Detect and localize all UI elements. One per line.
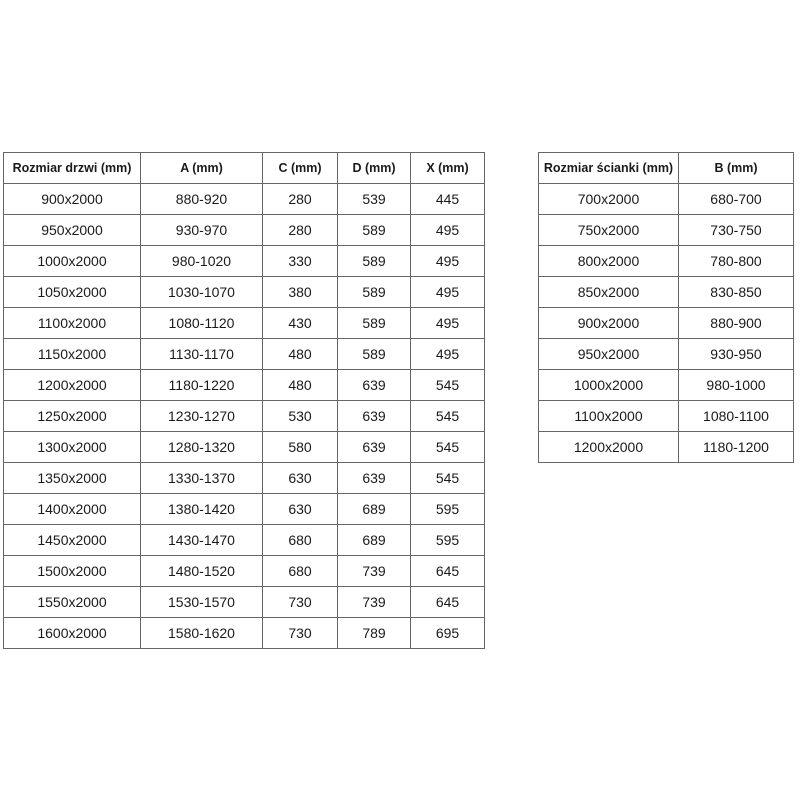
table-cell: 900x2000 xyxy=(539,308,679,339)
door-sizes-header-row xyxy=(4,153,485,184)
table-row xyxy=(539,215,794,246)
table-cell: 730 xyxy=(263,587,338,618)
table-row xyxy=(4,556,485,587)
table-cell: 1250x2000 xyxy=(4,401,141,432)
table-cell: 780-800 xyxy=(679,246,794,277)
table-cell: 930-970 xyxy=(141,215,263,246)
table-cell: 480 xyxy=(263,339,338,370)
table-cell: 1530-1570 xyxy=(141,587,263,618)
table-row xyxy=(539,339,794,370)
table-cell: 589 xyxy=(338,277,411,308)
table-cell: 645 xyxy=(411,556,485,587)
table-cell: 495 xyxy=(411,308,485,339)
table-cell: 495 xyxy=(411,215,485,246)
table-cell: 589 xyxy=(338,215,411,246)
table-cell: 680 xyxy=(263,525,338,556)
table-cell: 595 xyxy=(411,525,485,556)
table-row xyxy=(4,494,485,525)
table-cell: 980-1020 xyxy=(141,246,263,277)
column-header: Rozmiar drzwi (mm) xyxy=(4,153,141,184)
table-cell: 445 xyxy=(411,184,485,215)
table-cell: 1400x2000 xyxy=(4,494,141,525)
table-row xyxy=(539,401,794,432)
door-sizes-table-body xyxy=(4,184,485,649)
table-cell: 595 xyxy=(411,494,485,525)
table-cell: 545 xyxy=(411,370,485,401)
table-cell: 1130-1170 xyxy=(141,339,263,370)
table-cell: 1200x2000 xyxy=(539,432,679,463)
table-cell: 330 xyxy=(263,246,338,277)
table-cell: 789 xyxy=(338,618,411,649)
table-cell: 1600x2000 xyxy=(4,618,141,649)
table-row xyxy=(539,308,794,339)
table-cell: 1450x2000 xyxy=(4,525,141,556)
table-cell: 495 xyxy=(411,277,485,308)
table-cell: 280 xyxy=(263,215,338,246)
column-header: X (mm) xyxy=(411,153,485,184)
table-cell: 1080-1100 xyxy=(679,401,794,432)
table-cell: 830-850 xyxy=(679,277,794,308)
table-cell: 739 xyxy=(338,587,411,618)
table-cell: 639 xyxy=(338,463,411,494)
table-cell: 645 xyxy=(411,587,485,618)
table-cell: 630 xyxy=(263,463,338,494)
table-cell: 639 xyxy=(338,432,411,463)
table-cell: 589 xyxy=(338,246,411,277)
table-row xyxy=(539,277,794,308)
table-row xyxy=(4,525,485,556)
wall-sizes-table xyxy=(538,152,794,463)
table-cell: 530 xyxy=(263,401,338,432)
table-cell: 430 xyxy=(263,308,338,339)
table-cell: 880-920 xyxy=(141,184,263,215)
table-cell: 1100x2000 xyxy=(539,401,679,432)
table-cell: 739 xyxy=(338,556,411,587)
table-cell: 1030-1070 xyxy=(141,277,263,308)
door-sizes-table xyxy=(3,152,485,649)
table-cell: 1280-1320 xyxy=(141,432,263,463)
table-cell: 480 xyxy=(263,370,338,401)
table-row xyxy=(4,339,485,370)
table-row xyxy=(4,463,485,494)
table-cell: 1230-1270 xyxy=(141,401,263,432)
table-row xyxy=(4,587,485,618)
table-cell: 680 xyxy=(263,556,338,587)
column-header: D (mm) xyxy=(338,153,411,184)
table-cell: 1000x2000 xyxy=(539,370,679,401)
table-cell: 1300x2000 xyxy=(4,432,141,463)
table-cell: 545 xyxy=(411,432,485,463)
wall-sizes-table-body xyxy=(539,184,794,463)
table-cell: 1500x2000 xyxy=(4,556,141,587)
table-row xyxy=(4,246,485,277)
table-cell: 689 xyxy=(338,525,411,556)
table-cell: 545 xyxy=(411,463,485,494)
table-cell: 630 xyxy=(263,494,338,525)
table-cell: 1180-1220 xyxy=(141,370,263,401)
table-row xyxy=(539,184,794,215)
table-cell: 1000x2000 xyxy=(4,246,141,277)
table-cell: 1480-1520 xyxy=(141,556,263,587)
table-cell: 1180-1200 xyxy=(679,432,794,463)
table-cell: 689 xyxy=(338,494,411,525)
table-row xyxy=(4,308,485,339)
table-row xyxy=(539,432,794,463)
wall-sizes-header-row xyxy=(539,153,794,184)
column-header: B (mm) xyxy=(679,153,794,184)
table-cell: 495 xyxy=(411,339,485,370)
table-cell: 545 xyxy=(411,401,485,432)
table-cell: 589 xyxy=(338,308,411,339)
table-cell: 1100x2000 xyxy=(4,308,141,339)
table-cell: 1080-1120 xyxy=(141,308,263,339)
table-cell: 850x2000 xyxy=(539,277,679,308)
table-cell: 639 xyxy=(338,370,411,401)
table-cell: 1150x2000 xyxy=(4,339,141,370)
table-row xyxy=(4,370,485,401)
table-cell: 750x2000 xyxy=(539,215,679,246)
table-cell: 539 xyxy=(338,184,411,215)
column-header: C (mm) xyxy=(263,153,338,184)
table-cell: 880-900 xyxy=(679,308,794,339)
table-cell: 700x2000 xyxy=(539,184,679,215)
table-cell: 1550x2000 xyxy=(4,587,141,618)
table-cell: 1200x2000 xyxy=(4,370,141,401)
table-cell: 930-950 xyxy=(679,339,794,370)
table-cell: 495 xyxy=(411,246,485,277)
table-cell: 380 xyxy=(263,277,338,308)
table-cell: 800x2000 xyxy=(539,246,679,277)
table-cell: 1050x2000 xyxy=(4,277,141,308)
table-cell: 1330-1370 xyxy=(141,463,263,494)
table-cell: 639 xyxy=(338,401,411,432)
table-cell: 950x2000 xyxy=(539,339,679,370)
table-row xyxy=(4,184,485,215)
column-header: Rozmiar ścianki (mm) xyxy=(539,153,679,184)
table-cell: 589 xyxy=(338,339,411,370)
table-cell: 695 xyxy=(411,618,485,649)
table-cell: 1350x2000 xyxy=(4,463,141,494)
table-cell: 1580-1620 xyxy=(141,618,263,649)
table-cell: 900x2000 xyxy=(4,184,141,215)
table-row xyxy=(539,370,794,401)
table-cell: 730 xyxy=(263,618,338,649)
table-cell: 730-750 xyxy=(679,215,794,246)
table-cell: 580 xyxy=(263,432,338,463)
table-row xyxy=(4,618,485,649)
table-row xyxy=(4,432,485,463)
table-row xyxy=(4,277,485,308)
table-cell: 1430-1470 xyxy=(141,525,263,556)
table-cell: 950x2000 xyxy=(4,215,141,246)
table-cell: 680-700 xyxy=(679,184,794,215)
table-cell: 980-1000 xyxy=(679,370,794,401)
table-row xyxy=(4,215,485,246)
column-header: A (mm) xyxy=(141,153,263,184)
table-row xyxy=(539,246,794,277)
table-cell: 1380-1420 xyxy=(141,494,263,525)
table-cell: 280 xyxy=(263,184,338,215)
table-row xyxy=(4,401,485,432)
